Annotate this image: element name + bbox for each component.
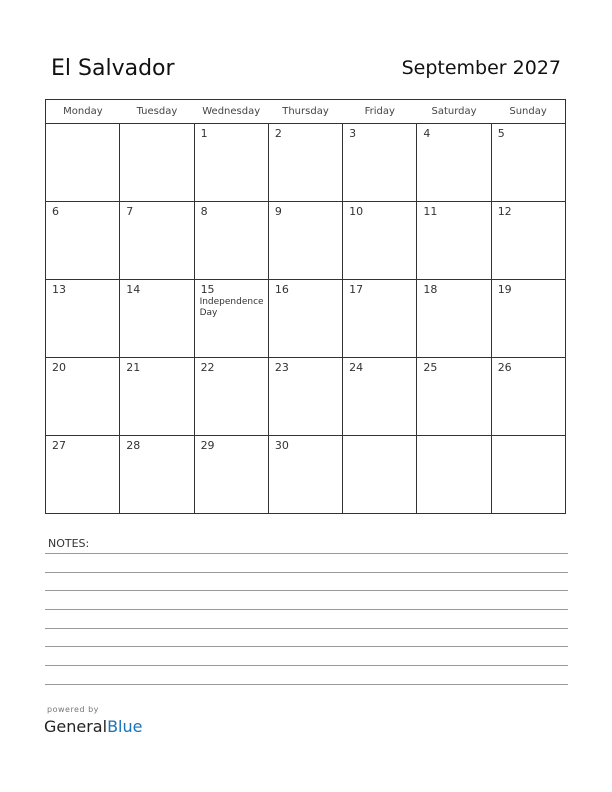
weekday-monday: Monday	[46, 100, 120, 124]
day-number: 24	[349, 361, 364, 374]
day-cell	[417, 124, 491, 202]
weekday-thursday: Thursday	[268, 100, 342, 124]
day-number: 9	[274, 205, 282, 218]
day-cell	[268, 124, 342, 202]
day-number	[343, 436, 416, 439]
day-cell	[268, 358, 342, 436]
day-cell	[268, 436, 342, 514]
day-number: 6	[52, 205, 59, 218]
day-cell	[194, 280, 268, 358]
day-cell	[417, 358, 491, 436]
notes-line	[45, 572, 568, 573]
day-number	[46, 124, 119, 127]
day-number	[120, 124, 193, 127]
generalblue-logo	[44, 717, 142, 736]
day-number: 12	[497, 205, 512, 218]
day-cell	[491, 124, 565, 202]
day-number: 14	[126, 283, 141, 296]
day-cell	[46, 124, 120, 202]
day-cell	[491, 202, 565, 280]
holiday-label: Independence Day	[199, 297, 264, 318]
day-number: 17	[349, 283, 364, 296]
day-number: 29	[200, 439, 215, 452]
day-cell	[343, 436, 417, 514]
weekday-header-row	[46, 100, 566, 124]
brand-blue-text: Blue	[107, 717, 143, 736]
day-number: 30	[274, 439, 289, 452]
calendar-grid	[45, 99, 566, 514]
day-number: 20	[52, 361, 66, 374]
day-number: 11	[423, 205, 438, 218]
day-number: 16	[274, 283, 289, 296]
day-cell	[491, 436, 565, 514]
day-number: 15	[200, 283, 215, 296]
weekday-tuesday: Tuesday	[120, 100, 194, 124]
day-cell	[491, 280, 565, 358]
day-number: 2	[274, 127, 282, 140]
day-number: 21	[126, 361, 141, 374]
day-number: 3	[349, 127, 357, 140]
brand-general-text: General	[44, 717, 108, 736]
day-number: 10	[349, 205, 364, 218]
day-cell	[343, 202, 417, 280]
day-cell	[120, 436, 194, 514]
day-number: 13	[52, 283, 66, 296]
day-number	[417, 436, 490, 439]
day-number: 1	[200, 127, 208, 140]
day-cell	[194, 436, 268, 514]
notes-line	[45, 609, 568, 610]
week-row-3	[46, 280, 566, 358]
day-number: 7	[126, 205, 134, 218]
weekday-saturday: Saturday	[417, 100, 491, 124]
day-number	[492, 436, 565, 439]
weekday-sunday: Sunday	[491, 100, 565, 124]
notes-line	[45, 553, 568, 554]
weekday-friday: Friday	[343, 100, 417, 124]
day-cell	[417, 280, 491, 358]
day-number: 23	[274, 361, 289, 374]
day-cell	[46, 358, 120, 436]
day-cell	[268, 202, 342, 280]
day-cell	[343, 280, 417, 358]
week-row-4	[46, 358, 566, 436]
day-cell	[417, 202, 491, 280]
day-cell	[120, 202, 194, 280]
month-title: September 2027	[401, 57, 561, 79]
day-cell	[120, 358, 194, 436]
day-number: 18	[423, 283, 438, 296]
day-number: 8	[200, 205, 208, 218]
week-row-2	[46, 202, 566, 280]
notes-label: NOTES:	[48, 537, 90, 550]
day-number: 26	[497, 361, 512, 374]
day-cell	[343, 124, 417, 202]
day-cell	[46, 280, 120, 358]
day-cell	[268, 280, 342, 358]
weekday-wednesday: Wednesday	[194, 100, 268, 124]
day-cell	[491, 358, 565, 436]
notes-line	[45, 665, 568, 666]
day-number: 27	[52, 439, 66, 452]
country-title: El Salvador	[51, 56, 175, 81]
week-row-1	[46, 124, 566, 202]
day-cell	[194, 358, 268, 436]
day-cell	[343, 358, 417, 436]
notes-line	[45, 646, 568, 647]
notes-line	[45, 684, 568, 685]
day-cell	[120, 124, 194, 202]
day-number: 28	[126, 439, 141, 452]
day-number: 25	[423, 361, 438, 374]
powered-by-text: powered by	[47, 705, 99, 714]
day-number: 4	[423, 127, 431, 140]
day-number: 19	[497, 283, 512, 296]
day-cell	[46, 436, 120, 514]
day-cell	[46, 202, 120, 280]
day-cell	[120, 280, 194, 358]
week-row-5	[46, 436, 566, 514]
day-cell	[194, 202, 268, 280]
day-cell	[417, 436, 491, 514]
day-number: 5	[497, 127, 505, 140]
notes-line	[45, 628, 568, 629]
day-number: 22	[200, 361, 215, 374]
day-cell	[194, 124, 268, 202]
notes-line	[45, 590, 568, 591]
